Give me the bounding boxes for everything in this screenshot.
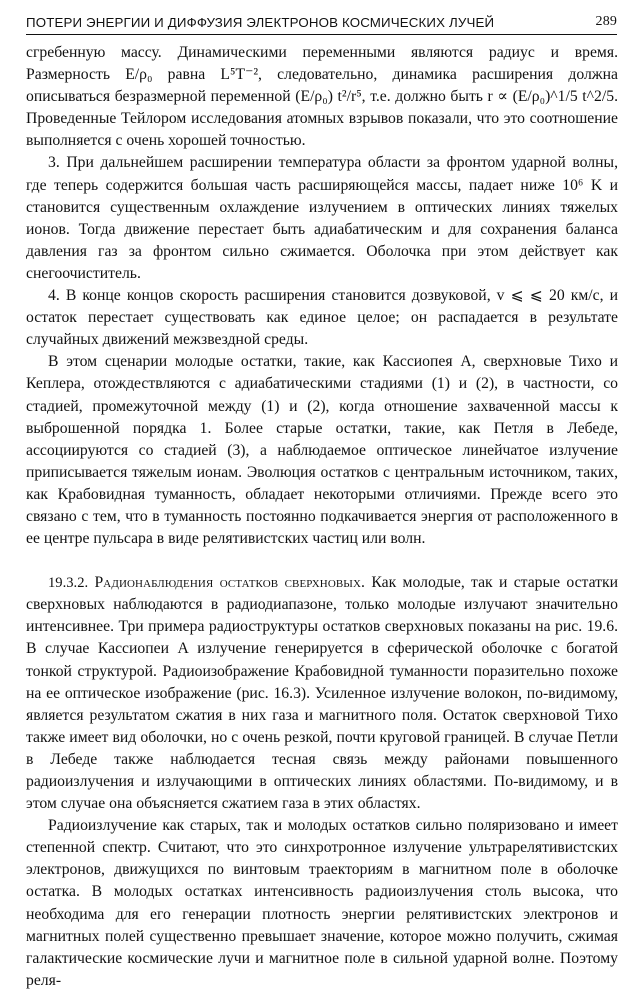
section-title: Радионаблюдения остатков сверхновых. (94, 574, 366, 592)
page-number: 289 (595, 14, 617, 29)
section-paragraph (26, 572, 618, 815)
section-text: Как молодые, так и старые остатки сверхновых наблюдаются в радиодиапазоне, только молодые излучают значительно интенсивнее. Три примера радиоструктуры остатков сверхновых показаны на рис. 19.6. В случае Кассиопеи А излучение генерируется в сферической оболочке с богатой тонкой структурой. Радиоизображение Крабовидной туманности поразительно похоже на ее оптическое изображение (рис. 16.3). Усиленное излучение волокон, по-видимому, является результатом сжатия в них газа и магнитного поля. Остаток сверхновой Тихо также имеет вид оболочки, но с очень резкой, почти круговой границей. В случае Петли в Лебеде также наблюдается тесная связь между районами повышенного радиоизлучения и излучающими в оптических линиях областями. По-видимому, и в этом случае она объясняется сжатием газа в этих областях. (26, 574, 619, 813)
paragraph-6: Радиоизлучение как старых, так и молодых остатков сильно поляризовано и имеет степенной спектр. Считают, что это синхротронное излучение ультрарелятивистских электронов, движущихся по винтовым траекториям в магнитном поле в оболочке остатка. В молодых остатках интенсивность радиоизлучения столь высока, что необходима для его генерации плотность энергии релятивистских электронов и магнитных полей существенно превышает значение, которое можно получить, сжимая галактические космические лучи и магнитное поле в сильной ударной волне. Поэтому реля- (26, 817, 618, 989)
section-gap (26, 550, 618, 572)
page-body (26, 42, 618, 992)
paragraph-4: В этом сценарии молодые остатки, такие, как Кассиопея А, сверхновые Тихо и Кеплера, отождествляются с адиабатическими стадиями (1) и (2), в частности, со стадией, промежуточной между (1) и (2), когда отношение захваченной массы к выброшенной порядка 1. Более старые остатки, такие, как Петля в Лебеде, ассоциируются со стадией (3), а наблюдаемое оптическое линейчатое излучение приписывается тяжелым ионам. Эволюция остатков с центральным источником, таких, как Крабовидная туманность, обладает некоторыми отличиями. Прежде всего это связано с тем, что в туманность постоянно подкачивается энергия от расположенного в ее центре пульсара в виде релятивистских частиц или волн. (26, 353, 618, 548)
running-header (26, 9, 617, 35)
chapter-title: ПОТЕРИ ЭНЕРГИИ И ДИФФУЗИЯ ЭЛЕКТРОНОВ КОСМИЧЕСКИХ ЛУЧЕЙ (26, 15, 495, 30)
section-number: 19.3.2. (48, 575, 89, 592)
paragraph-2: 3. При дальнейшем расширении температура области за фронтом ударной волны, где теперь содержится большая часть расширяющейся массы, падает ниже 10⁶ K и становится существенным охлаждение излучением в оптических линиях тяжелых ионов. Тогда движение перестает быть адиабатическим и для сохранения баланса давления газ за фронтом сильно сжимается. Оболочка при этом действует как снегоочиститель. (26, 154, 618, 282)
paragraph-3: 4. В конце концов скорость расширения становится дозвуковой, v ⩽ ⩽ 20 км/с, и остаток перестает существовать как единое целое; он распадается в результате случайных движений межзвездной среды. (26, 287, 618, 349)
paragraph-1: сгребенную массу. Динамическими переменными являются радиус и время. Размерность E/ρ₀ равна L⁵T⁻², следовательно, динамика расширения должна описываться безразмерной переменной (E/ρ₀) t²/r⁵, т.е. должно быть r ∝ (E/ρ₀)^1/5 t^2/5. Проведенные Тейлором исследования атомных взрывов показали, что это соотношение выполняется с очень хорошей точностью. (26, 44, 618, 150)
